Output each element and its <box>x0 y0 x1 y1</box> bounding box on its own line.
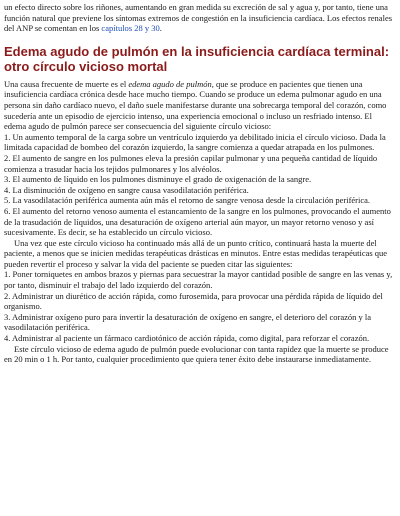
cycle-step-3: 3. El aumento de líquido en los pulmones disminuye el grado de oxigenación de la sangre. <box>4 174 312 185</box>
measure-4: 4. Administrar al paciente un fármaco cardiotónico de acción rápida, como digital, para reforzar el corazón. <box>4 333 370 344</box>
emphasized-term: edema agudo de pulmón <box>128 78 212 89</box>
measure-2: 2. Administrar un diurético de acción rápida, como furosemida, para provocar una pérdida rápida de líquido del organismo. <box>4 290 383 312</box>
paragraph-text: Una causa frecuente de muerte es el <box>4 78 129 89</box>
paragraph-text-rest: , que se produce en pacientes que tienen una insuficiencia cardíaca crónica desde hace mucho tiempo. Cuando se produce un edema pulmonar agudo en una persona sin daño cardíaco nuevo, el daño suele manifestarse durante una sobrecarga temporal del corazón, como sucedería ante un episodio de ejercicio intenso, una experiencia emocional o incluso un resfriado intenso. El edema agudo de pulmón parece ser consecuencia del siguiente círculo vicioso: <box>4 78 387 132</box>
cycle-step-1: 1. Un aumento temporal de la carga sobre un ventrículo izquierdo ya debilitado inicia el círculo vicioso. Dada la limitada capacidad de bombeo del corazón izquierdo, la sangre comienza a quedar atrapada en los pulmones. <box>4 131 386 153</box>
chapter-cross-reference-link[interactable]: capítulos 28 y 30 <box>101 23 160 34</box>
section-paragraph-2: Una vez que este círculo vicioso ha continuado más allá de un punto crítico, continuará hasta la muerte del paciente, a menos que se inicien medidas terapéuticas drásticas en minutos. Entre estas medidas terapéuticas que pueden revertir el proceso y salvar la vida del paciente se pueden citar las siguientes: <box>4 237 388 269</box>
section-heading: Edema agudo de pulmón en la insuficiencia cardíaca terminal: otro círculo vicioso mortal <box>4 43 390 74</box>
cycle-step-4: 4. La disminución de oxígeno en sangre causa vasodilatación periférica. <box>4 184 249 195</box>
document-page <box>4 2 396 365</box>
measure-3: 3. Administrar oxígeno puro para invertir la desaturación de oxígeno en sangre, el deterioro del corazón y la vasodilatación periférica. <box>4 311 372 333</box>
cycle-step-5: 5. La vasodilatación periférica aumenta aún más el retorno de sangre venosa desde la circulación periférica. <box>4 195 371 206</box>
cycle-step-6: 6. El aumento del retorno venoso aumenta el estancamiento de la sangre en los pulmones, provocando el aumento de la trasudación de líquidos, una desaturación de oxígeno arterial aún mayor, un mayor retorno venoso y así sucesivamente. Es decir, se ha establecido un círculo vicioso. <box>4 205 391 238</box>
intro-text-end: . <box>159 23 162 34</box>
cycle-step-2: 2. El aumento de sangre en los pulmones eleva la presión capilar pulmonar y una pequeña cantidad de líquido comienza a trasudar hacia los tejidos pulmonares y los alvéolos. <box>4 152 378 174</box>
section-paragraph-1 <box>4 79 396 132</box>
measure-1: 1. Poner torniquetes en ambos brazos y piernas para secuestrar la mayor cantidad posible de sangre en las venas y, por tanto, disminuir el trabajo del lado izquierdo del corazón. <box>4 269 393 291</box>
intro-paragraph <box>4 2 396 34</box>
intro-text: un efecto directo sobre los riñones, aumentando en gran medida su excreción de sal y agua y, por tanto, tiene una función natural que previene los síntomas extremos de congestión en la insuficiencia cardíaca. Los efectos renales del ANP se comentan en los <box>4 2 393 34</box>
section-paragraph-3: Este círculo vicioso de edema agudo de pulmón puede evolucionar con tanta rapidez que la muerte se produce en 20 min o 1 h. Por tanto, cualquier procedimiento que quiera tener éxito debe instaurarse inmediatamente. <box>4 343 389 365</box>
